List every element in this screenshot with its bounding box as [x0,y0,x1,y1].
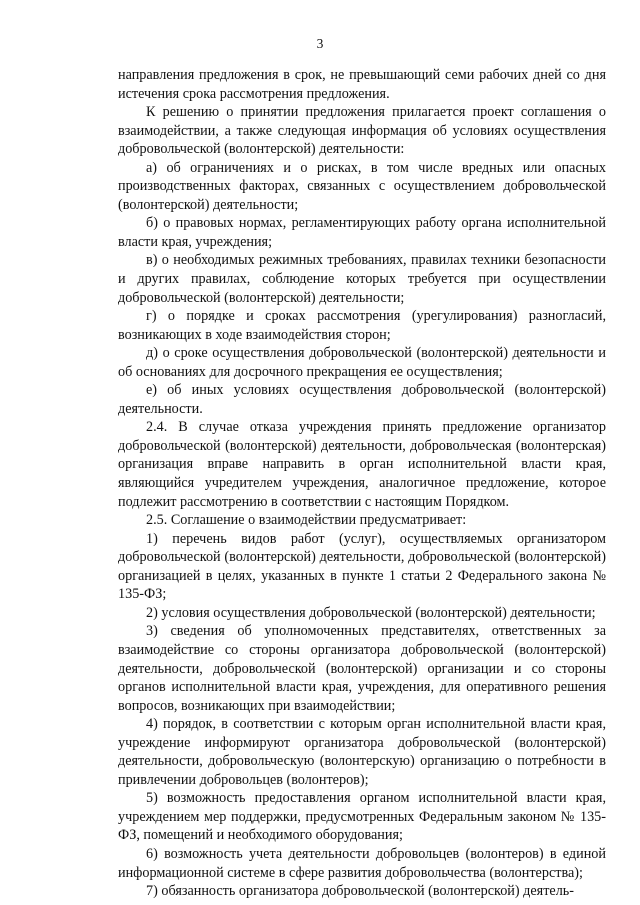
page-number: 3 [316,36,324,51]
document-body [118,66,606,901]
list-item-b: б) о правовых нормах, регламентирующих работу органа исполнительной власти края, учреждения; [118,215,606,250]
list-item-v: в) о необходимых режимных требованиях, правилах техники безопасности и других правилах, соблюдение которых требуется при осуществлении добровольческой (волонтерской) деятельности; [118,252,606,306]
list-item-e: е) об иных условиях осуществления добровольческой (волонтерской) деятельности. [118,382,606,417]
numbered-item-4: 4) порядок, в соответствии с которым орган исполнительной власти края, учреждение информируют организатора добровольческой (волонтерской) деятельности, добровольческую (волонтерскую) организацию о потребности в привлечении добровольцев (волонтеров); [118,716,606,788]
list-item-g: г) о порядке и сроках рассмотрения (урегулирования) разногласий, возникающих в ходе взаимодействия сторон; [118,308,606,343]
paragraph-continuation: направления предложения в срок, не превышающий семи рабочих дней со дня истечения срока рассмотрения предложения. [118,67,606,102]
numbered-item-6: 6) возможность учета деятельности добровольцев (волонтеров) в единой информационной системе в сфере развития добровольчества (волонтерства); [118,845,606,881]
numbered-item-3: 3) сведения об уполномоченных представителях, ответственных за взаимодействие со стороны организатора добровольческой (волонтерской) деятельности, добровольческой (волонтерской) организации и со стороны органов исполнительной власти края, учреждения, для оперативного решения вопросов, возникающих при взаимодействии; [118,623,606,714]
numbered-item-2: 2) условия осуществления добровольческой (волонтерской) деятельности; [146,604,596,621]
paragraph-decision-attachment: К решению о принятии предложения прилагается проект соглашения о взаимодействии, а также следующая информация об условиях осуществления добровольческой (волонтерской) деятельности: [118,104,606,158]
clause-2-5: 2.5. Соглашение о взаимодействии предусматривает: [146,512,467,529]
numbered-item-5: 5) возможность предоставления органом исполнительной власти края, учреждением мер поддержки, предусмотренных Федеральным законом № 135-ФЗ, помещений и необходимого оборудования; [118,790,606,844]
numbered-item-1: 1) перечень видов работ (услуг), осуществляемых организатором добровольческой (волонтерской) деятельности, добровольческой (волонтерской) организацией в целях, указанных в пункте 1 статьи 2 Федерального закона № 135-ФЗ; [118,530,606,603]
clause-2-4: 2.4. В случае отказа учреждения принять предложение организатор добровольческой (волонтерской) деятельности, добровольческая (волонтерская) организация вправе направить в орган исполнительной власти края, являющийся учредителем учреждения, аналогичное предложение, которое подлежит рассмотрению в соответствии с настоящим Порядком. [118,419,606,510]
list-item-a: а) об ограничениях и о рисках, в том числе вредных или опасных производственных факторах, связанных с осуществлением добровольческой (волонтерской) деятельности; [118,159,606,213]
list-item-d: д) о сроке осуществления добровольческой (волонтерской) деятельности и об основаниях для досрочного прекращения ее осуществления; [118,345,606,380]
numbered-item-7: 7) обязанность организатора добровольческой (волонтерской) деятель- [146,883,574,900]
